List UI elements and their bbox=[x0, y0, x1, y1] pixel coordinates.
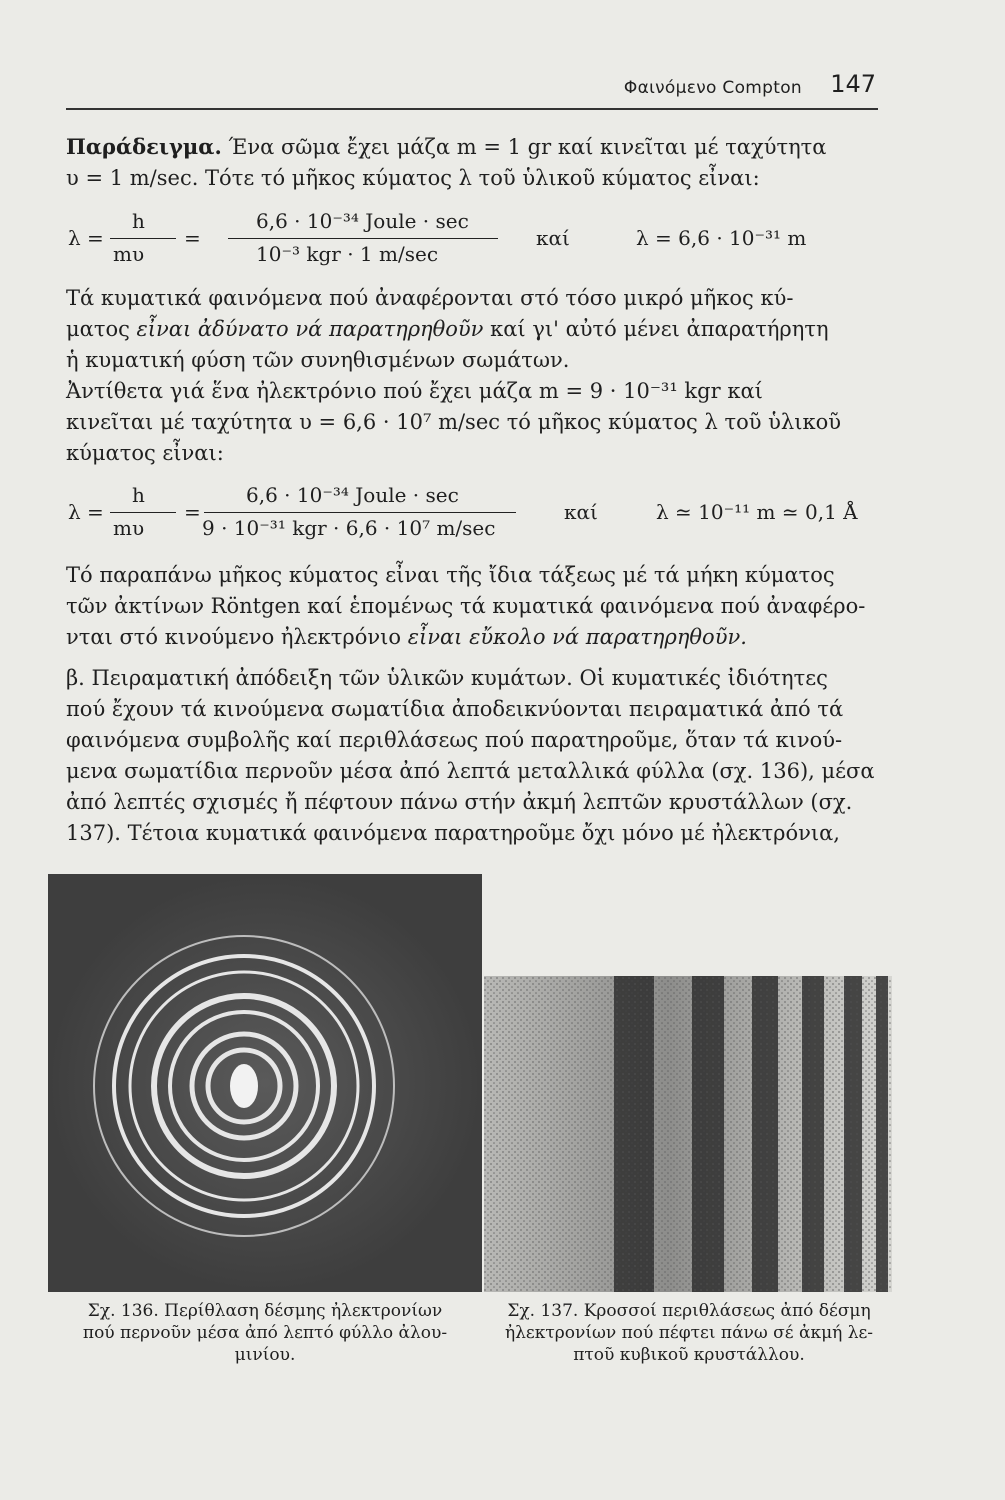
fig136-caption-line1: Σχ. 136. Περίθλαση δέσμης ἠλεκτρονίων bbox=[87, 1301, 443, 1321]
para2-line2-end: καί γι' αὐτό μένει ἀπαρατήρητη bbox=[483, 317, 829, 341]
formula1-num-h: h bbox=[132, 209, 145, 233]
formula2-result: λ ≃ 10⁻¹¹ m ≃ 0,1 Å bbox=[656, 500, 858, 524]
para4-italic: εἶναι εὔκολο νά παρατηρηθοῦν. bbox=[407, 625, 747, 649]
para5-line5: ἀπό λεπτές σχισμές ἤ πέφτουν πάνω στήν ἀκμή λεπτῶν κρυστάλλων (σχ. bbox=[66, 790, 853, 814]
formula2-kai: καί bbox=[564, 500, 598, 524]
formula2-lhs: λ = bbox=[68, 500, 104, 524]
para2-line2-start: ματος bbox=[66, 317, 137, 341]
formula2-denominator: 9 · 10⁻³¹ kgr · 6,6 · 10⁷ m/sec bbox=[202, 516, 496, 540]
formula1-fraction-bar-2 bbox=[228, 238, 498, 239]
formula-macro-body bbox=[66, 204, 878, 276]
figure-137-diffraction-fringes bbox=[484, 976, 892, 1292]
figure-136-diffraction-rings bbox=[48, 874, 482, 1292]
fig136-caption-line2: πού περνοῦν μέσα ἀπό λεπτό φύλλο ἀλου- bbox=[82, 1323, 448, 1343]
page-number: 147 bbox=[830, 70, 876, 98]
fig136-caption-line3: μινίου. bbox=[234, 1345, 296, 1365]
central-spot bbox=[230, 1064, 258, 1108]
para4-line2: τῶν ἀκτίνων Röntgen καί ἑπομένως τά κυματικά φαινόμενα πού ἀναφέρο- bbox=[66, 594, 866, 618]
section-heading: β. Πειραματική ἀπόδειξη τῶν ὑλικῶν κυμάτων. bbox=[66, 666, 573, 690]
formula1-den-mu: mυ bbox=[113, 242, 145, 266]
wave-phenomena-paragraph bbox=[66, 283, 878, 376]
formula1-result: λ = 6,6 · 10⁻³¹ m bbox=[636, 226, 807, 250]
formula2-fraction-bar-2 bbox=[204, 512, 516, 513]
formula2-numerator: 6,6 · 10⁻³⁴ Joule · sec bbox=[246, 483, 459, 507]
formula1-fraction-bar-1 bbox=[110, 238, 176, 239]
example-line2: υ = 1 m/sec. Τότε τό μῆκος κύματος λ τοῦ ὑλικοῦ κύματος εἶναι: bbox=[66, 166, 760, 190]
para4-line1: Τό παραπάνω μῆκος κύματος εἶναι τῆς ἴδια τάξεως μέ τά μήκη κύματος bbox=[66, 563, 835, 587]
formula1-numerator: 6,6 · 10⁻³⁴ Joule · sec bbox=[256, 209, 469, 233]
running-title: Φαινόμενο Compton bbox=[623, 78, 802, 98]
fig137-caption-line3: πτοῦ κυβικοῦ κρυστάλλου. bbox=[573, 1345, 805, 1365]
formula2-eq: = bbox=[184, 500, 201, 524]
experimental-proof-paragraph bbox=[66, 663, 878, 849]
fig137-caption-line1: Σχ. 137. Κροσσοί περιθλάσεως ἀπό δέσμη bbox=[507, 1301, 871, 1321]
figure-137-caption bbox=[482, 1300, 896, 1366]
diffraction-rings-image bbox=[48, 874, 482, 1292]
rontgen-paragraph bbox=[66, 560, 878, 653]
formula1-eq: = bbox=[184, 226, 201, 250]
example-lead: Παράδειγμα. bbox=[66, 134, 222, 159]
para3-line1: Ἀντίθετα γιά ἕνα ἠλεκτρόνιο πού ἔχει μάζα m = 9 · 10⁻³¹ kgr καί bbox=[66, 379, 763, 403]
para2-line1: Τά κυματικά φαινόμενα πού ἀναφέρονται στό τόσο μικρό μῆκος κύ- bbox=[66, 286, 794, 310]
diffraction-fringes-image bbox=[484, 976, 892, 1292]
formula1-kai: καί bbox=[536, 226, 570, 250]
para3-line3: κύματος εἶναι: bbox=[66, 441, 224, 465]
page-header bbox=[66, 68, 878, 110]
example-paragraph bbox=[66, 131, 878, 194]
formula2-den-mu: mυ bbox=[113, 516, 145, 540]
para5-line3: φαινόμενα συμβολῆς καί περιθλάσεως πού παρατηροῦμε, ὅταν τά κινού- bbox=[66, 728, 843, 752]
fig137-caption-line2: ἠλεκτρονίων πού πέφτει πάνω σέ ἀκμή λε- bbox=[504, 1323, 874, 1343]
example-line1: Ένα σῶμα ἔχει μάζα m = 1 gr καί κινεῖται μέ ταχύτητα bbox=[221, 135, 827, 159]
para2-line3: ἡ κυματική φύση τῶν συνηθισμένων σωμάτων. bbox=[66, 348, 570, 372]
para5-line4: μενα σωματίδια περνοῦν μέσα ἀπό λεπτά μεταλλικά φύλλα (σχ. 136), μέσα bbox=[66, 759, 875, 783]
formula2-num-h: h bbox=[132, 483, 145, 507]
figure-136-caption bbox=[40, 1300, 490, 1366]
para4-line3-start: νται στό κινούμενο ἠλεκτρόνιο bbox=[66, 625, 408, 649]
para2-italic: εἶναι ἀδύνατο νά παρατηρηθοῦν bbox=[136, 317, 484, 341]
para5-line6: 137). Τέτοια κυματικά φαινόμενα παρατηροῦμε ὄχι μόνο μέ ἠλεκτρόνια, bbox=[66, 821, 840, 845]
electron-paragraph bbox=[66, 376, 878, 469]
para5-line1-rest: Οἱ κυματικές ἰδιότητες bbox=[572, 666, 828, 690]
formula2-fraction-bar-1 bbox=[110, 512, 176, 513]
para3-line2: κινεῖται μέ ταχύτητα υ = 6,6 · 10⁷ m/sec τό μῆκος κύματος λ τοῦ ὑλικοῦ bbox=[66, 410, 842, 434]
formula1-lhs: λ = bbox=[68, 226, 104, 250]
formula-electron bbox=[66, 478, 878, 550]
para5-line2: πού ἔχουν τά κινούμενα σωματίδια ἀποδεικνύονται πειραματικά ἀπό τά bbox=[66, 697, 844, 721]
formula1-denominator: 10⁻³ kgr · 1 m/sec bbox=[256, 242, 439, 266]
